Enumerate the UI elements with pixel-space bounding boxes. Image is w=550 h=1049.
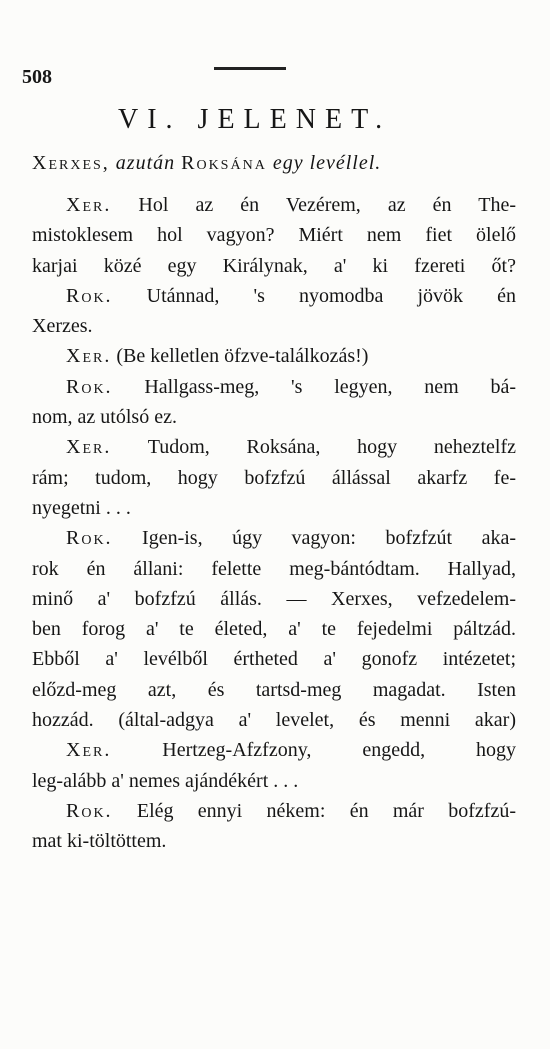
text-line [32,311,516,341]
line-text: Hallgass-meg, 's legyen, nem bá- [112,375,516,398]
subtitle-stage-direction: egy levéllel. [272,152,382,174]
header-rule [214,67,286,70]
text-line [32,281,516,311]
line-text: nom, az utólsó ez. [32,406,177,429]
text-line [32,190,516,220]
text-line [32,614,516,644]
line-text: mistoklesem hol vagyon? Miért nem fiet ölelő [32,224,516,247]
text-line [32,493,516,523]
line-text: Hol az én Vezérem, az én The- [111,194,516,216]
line-text: hozzád. (által-adgya a' levelet, és menni akar) [32,709,516,732]
text-line [32,675,516,705]
line-text: rám; tudom, hogy bofzfzú állással akarfz fe- [32,466,516,489]
line-text: Ebből a' levélből értheted a' gonofz intézetet; [32,648,516,671]
text-line [32,523,516,553]
scene-subtitle [32,152,381,175]
text-line [32,735,516,765]
text-line [32,463,516,493]
speaker-name: Rok. [66,284,113,307]
subtitle-character-roksana: Roksána [181,152,267,174]
speaker-name: Xer. [66,345,112,368]
speaker-name: Xer. [66,436,112,459]
speaker-name: Rok. [66,375,113,398]
scene-title: VI. JELENET. [118,104,392,135]
line-text: (Be kelletlen öfzve-találkozás!) [111,345,369,368]
line-text: Elég ennyi nékem: én már bofzfzú- [112,799,516,822]
subtitle-character-xerxes: Xerxes, [32,152,110,174]
line-text: mat ki-töltöttem. [32,830,167,853]
text-line [32,705,516,735]
line-text: Igen-is, úgy vagyon: bofzfzút aka- [112,527,516,550]
text-line [32,766,516,796]
line-text: rok én állani: felette meg-bántódtam. Hallyad, [32,557,516,580]
line-text: Hertzeg-Afzfzony, engedd, hogy [111,739,516,762]
text-line [32,554,516,584]
line-text: karjai közé egy Királynak, a' ki fzereti őt? [32,254,516,277]
text-line [32,402,516,432]
text-line [32,432,516,462]
line-text: Utánnad, 's nyomodba jövök én [112,284,516,307]
text-line [32,826,516,856]
text-line [32,220,516,250]
text-line [32,584,516,614]
text-line [32,644,516,674]
line-text: előzd-meg azt, és tartsd-meg magadat. Isten [32,678,516,701]
text-line [32,372,516,402]
line-text: Tudom, Roksána, hogy neheztelfz [111,436,516,459]
subtitle-connector: azután [115,152,176,174]
speaker-name: Rok. [66,527,113,550]
line-text: leg-alább a' nemes ajándékért . . . [32,769,299,792]
speaker-name: Xer. [66,194,112,216]
speaker-name: Xer. [66,739,112,762]
page-number: 508 [22,66,52,88]
speaker-name: Rok. [66,799,113,822]
dialogue-body [32,190,516,857]
line-text: nyegetni . . . [32,496,131,519]
text-line [32,341,516,371]
line-text: minő a' bofzfzú állás. — Xerxes, vefzedelem- [32,587,516,610]
text-line [32,796,516,826]
line-text: ben forog a' te életed, a' te fejedelmi páltzád. [32,618,516,641]
text-line [32,251,516,281]
line-text: Xerzes. [32,315,93,338]
